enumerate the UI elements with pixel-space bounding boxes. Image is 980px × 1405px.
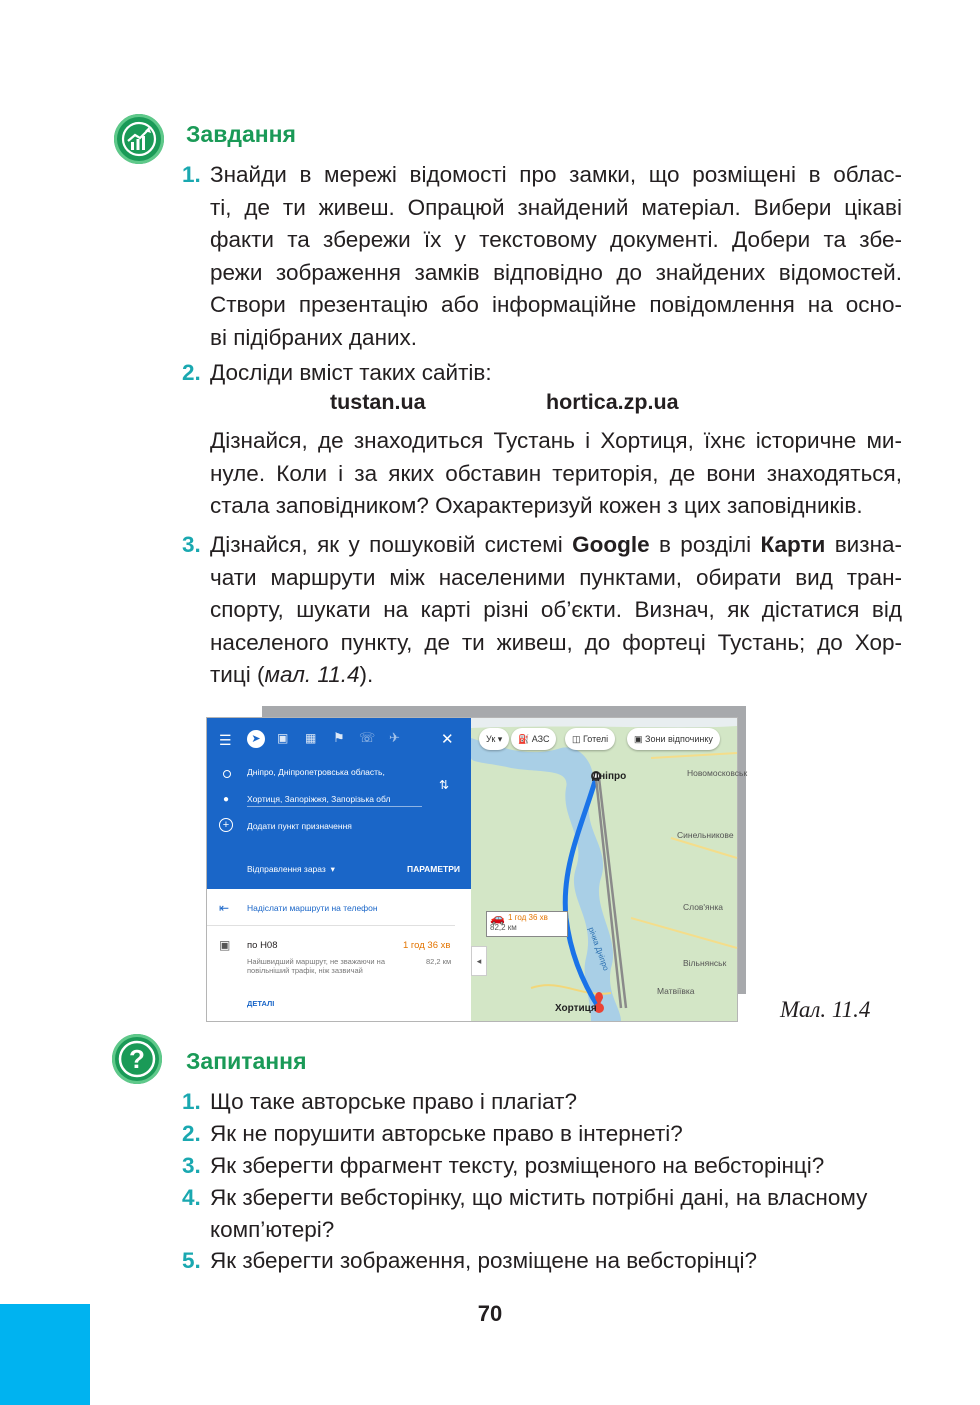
route-distance: 82,2 км [426, 957, 452, 966]
term-maps: Карти [760, 532, 826, 557]
question-number: 2. [182, 1121, 201, 1146]
tasks-title: Завдання [186, 121, 296, 147]
depart-label: Відправлення зараз [247, 864, 326, 874]
text-fragment: в розділі [649, 532, 761, 557]
origin-dot-icon [223, 770, 231, 778]
text-fragment: тиці ( [210, 662, 265, 687]
figure-reference: мал. 11.4 [264, 662, 360, 687]
chevron-down-icon: ▾ [497, 734, 503, 744]
questions-title: Запитання [186, 1048, 307, 1074]
bubble-distance: 82,2 км [490, 923, 517, 932]
hotels-label: Готелі [583, 734, 609, 744]
leisure-button[interactable] [627, 728, 720, 750]
bubble-time: 1 год 36 хв [507, 913, 548, 922]
question-mark-icon [112, 1034, 162, 1084]
question-text: Що таке авторське право і плагіат? [210, 1089, 577, 1114]
task-line [210, 529, 902, 562]
destination-field[interactable]: Хортиця, Запоріжжя, Запорізька обл [247, 794, 422, 807]
task-2-body [182, 425, 902, 523]
bike-mode-icon[interactable]: ☏ [359, 730, 376, 745]
question-item-2 [182, 1118, 902, 1150]
car-icon: ▣ [219, 938, 231, 952]
task-line: спорту, шукати на карті різні об’єкти. Визнач, як дістатися від [210, 597, 902, 622]
map-background [471, 718, 737, 1021]
bed-icon: ◫ [572, 734, 581, 744]
route-note: Найшвидший маршрут, не зважаючи на повільніший трафік, ніж зазвичай [247, 957, 385, 975]
chevron-down-icon: ▾ [328, 864, 335, 874]
question-number: 3. [182, 1153, 201, 1178]
walk-mode-icon[interactable]: ⚑ [333, 730, 345, 745]
language-button[interactable] [479, 728, 509, 750]
hotels-button[interactable] [565, 728, 615, 750]
question-number: 4. [182, 1185, 201, 1210]
add-destination-link[interactable]: Додати пункт призначення [247, 821, 352, 831]
task-line: режи зображення замків відповідно до знайдених відомостей. [210, 259, 902, 285]
text-fragment: визна- [825, 532, 902, 557]
add-icon[interactable]: + [219, 818, 233, 832]
route-details-link[interactable]: ДЕТАЛІ [247, 999, 275, 1008]
question-text: Як не порушити авторське право в інтернеті? [210, 1121, 683, 1146]
text-fragment: ). [359, 662, 374, 687]
question-text: Як зберегти вебсторінку, що містить потрібні дані, на власному [210, 1185, 868, 1210]
question-item-4 [182, 1182, 902, 1245]
fuel-button[interactable] [511, 728, 556, 750]
task-item-1 [182, 159, 902, 354]
directions-icon[interactable]: ➤ [247, 730, 265, 748]
send-to-phone-link[interactable]: Надіслати маршрути на телефон [247, 903, 378, 913]
directions-panel [207, 718, 482, 1021]
task-line: населеного пункту, де ти живеш, до фортеці Тустань; до Хор- [210, 629, 902, 655]
fuel-label: АЗС [531, 734, 550, 744]
question-item-3 [182, 1150, 902, 1182]
car-mode-icon[interactable]: ▣ [277, 731, 289, 745]
site-hortica: hortica.zp.ua [546, 390, 679, 414]
route-name[interactable]: по Н08 [247, 940, 278, 951]
question-item-1 [182, 1086, 902, 1118]
task-line: ві підібраних даних. [210, 324, 418, 350]
options-button[interactable]: ПАРАМЕТРИ [407, 864, 461, 874]
task-line [210, 659, 902, 692]
question-text: Як зберегти фрагмент тексту, розміщеного на вебсторінці? [210, 1153, 825, 1178]
map-river-label: річка Дніпро [586, 926, 611, 972]
task-line: стала заповідником? Охарактеризуй кожен з цих заповідників. [210, 493, 863, 518]
language-label: Ук [486, 734, 496, 744]
question-number: 5. [182, 1248, 201, 1273]
task-line: Дізнайся, де знаходиться Тустань і Хортиця, їхнє історичне ми- [210, 428, 902, 453]
map-place-label: Матвіївка [657, 986, 695, 996]
collapse-panel-button[interactable]: ◂ [471, 946, 487, 976]
task-item-3 [182, 529, 902, 692]
task-line: факти та збережи їх у текстовому документі. Добери та збе- [210, 227, 902, 252]
growth-chart-icon [114, 114, 164, 164]
figure-caption: Мал. 11.4 [780, 997, 871, 1022]
fuel-icon: ⛽ [518, 734, 530, 744]
map-city-start: Дніпро [592, 771, 627, 782]
map-place-label: Вільнянськ [683, 958, 727, 968]
text-fragment: Дізнайся, як у пошуковій системі [210, 532, 573, 557]
question-item-5 [182, 1245, 902, 1277]
site-tustan: tustan.ua [330, 390, 426, 414]
flight-mode-icon[interactable]: ✈ [389, 730, 400, 745]
swap-icon[interactable]: ⇅ [439, 778, 450, 792]
page-number: 70 [477, 1301, 503, 1326]
car-icon: 🚗 [490, 911, 505, 925]
task-line: Створи презентацію або інформаційне повідомлення на осно- [210, 292, 902, 317]
directions-header [207, 718, 471, 889]
task-number: 3. [182, 532, 201, 557]
send-icon: ⇤ [219, 901, 230, 915]
question-text-continued: комп’ютері? [210, 1216, 335, 1242]
task-intro: Досліди вміст таких сайтів: [210, 360, 492, 385]
task-number: 1. [182, 162, 201, 187]
route-time: 1 год 36 хв [403, 940, 451, 951]
destination-pin-icon: ● [223, 794, 230, 805]
map-place-label: Слов'янка [683, 902, 723, 912]
svg-text:?: ? [129, 1044, 145, 1074]
task-item-2 [182, 357, 902, 390]
task-line: Знайди в мережі відомості про замки, що розміщені в облас- [210, 162, 902, 187]
question-number: 1. [182, 1089, 201, 1114]
question-text: Як зберегти зображення, розміщене на вебсторінці? [210, 1248, 757, 1273]
task-line: ті, де ти живеш. Опрацюй знайдений матеріал. Вибери цікаві [210, 194, 902, 220]
origin-field[interactable]: Дніпро, Дніпропетровська область, [247, 767, 385, 777]
leisure-label: Зони відпочинку [645, 734, 713, 744]
task-line: нуле. Коли і за яких обставин територія, де вони знаходяться, [210, 460, 902, 486]
map-figure [206, 717, 748, 1022]
camera-icon: ▣ [634, 734, 643, 744]
divider [207, 925, 455, 926]
term-google: Google [572, 532, 650, 557]
map-place-label: Синельникове [677, 830, 734, 840]
map-city-end: Хортиця [555, 1003, 597, 1014]
task-number: 2. [182, 360, 201, 385]
task-line: чати маршрути між населеними пунктами, обирати вид тран- [210, 564, 902, 590]
menu-icon[interactable]: ☰ [219, 732, 232, 748]
close-icon[interactable]: ✕ [441, 731, 454, 748]
route-time-bubble [486, 911, 568, 937]
map-place-label: Новомосковськ [687, 768, 748, 778]
transit-mode-icon[interactable]: ▦ [305, 731, 317, 745]
depart-select[interactable] [247, 864, 335, 875]
